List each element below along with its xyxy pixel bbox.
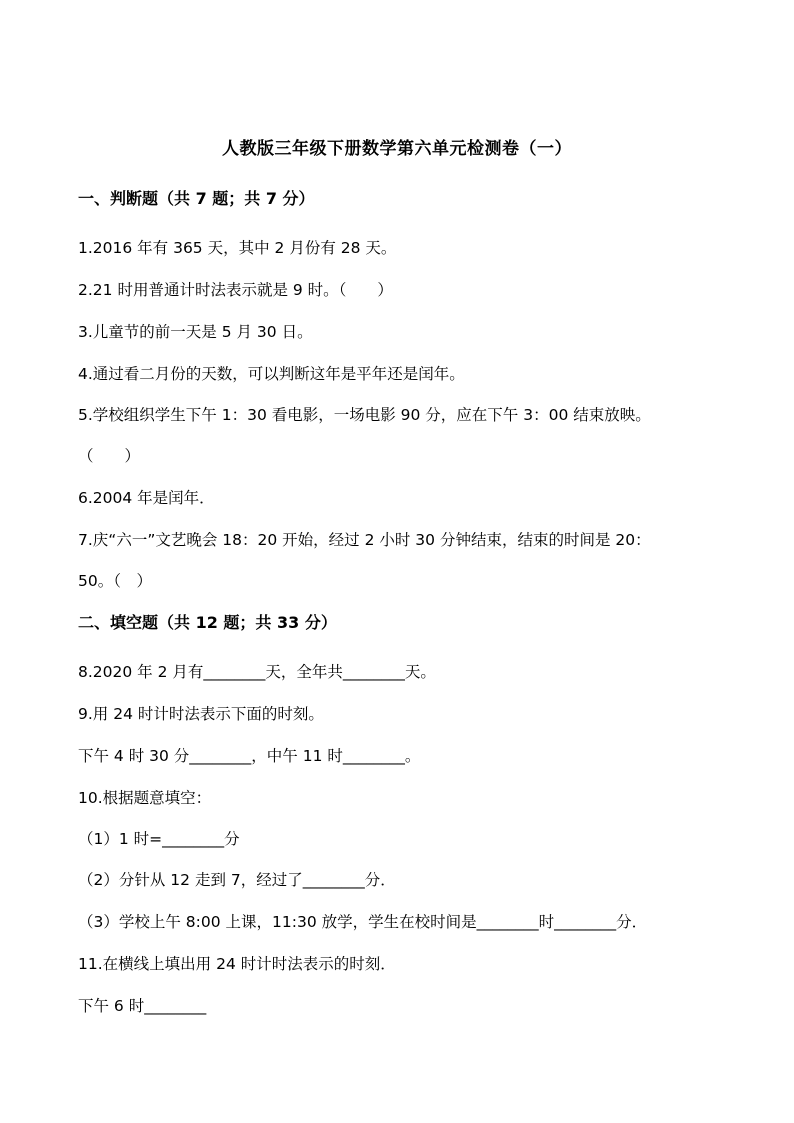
- question-6: 6.2004 年是闰年．: [78, 489, 215, 507]
- question-11: 11.在横线上填出用 24 时计时法表示的时刻．: [78, 955, 396, 973]
- question-10-part-3: （3）学校上午 8:00 上课，11:30 放学，学生在校时间是________时________分．: [78, 913, 648, 931]
- question-10-part-1: （1）1 时=________分: [78, 830, 240, 848]
- question-10-part-2: （2）分针从 12 走到 7，经过了________分．: [78, 871, 396, 889]
- page-title: 人教版三年级下册数学第六单元检测卷（一）: [222, 139, 572, 159]
- question-8: 8.2020 年 2 月有________天，全年共________天。: [78, 663, 436, 681]
- question-3: 3.儿童节的前一天是 5 月 30 日。: [78, 323, 313, 341]
- question-9: 9.用 24 时计时法表示下面的时刻。: [78, 705, 324, 723]
- question-4: 4.通过看二月份的天数，可以判断这年是平年还是闰年。: [78, 365, 465, 383]
- question-7: 7.庆“六一”文艺晚会 18：20 开始，经过 2 小时 30 分钟结束，结束的时间是 20：: [78, 531, 651, 549]
- question-10: 10.根据题意填空：: [78, 789, 212, 807]
- question-9-items: 下午 4 时 30 分________，中午 11 时________。: [78, 747, 421, 765]
- question-5: 5.学校组织学生下午 1：30 看电影，一场电影 90 分，应在下午 3：00 结束放映。: [78, 406, 651, 424]
- question-2: 2.21 时用普通计时法表示就是 9 时。（ ）: [78, 281, 393, 299]
- question-5-continued: （ ）: [78, 447, 141, 465]
- section-heading-judgment: 一、判断题（共 7 题；共 7 分）: [78, 189, 315, 208]
- question-1: 1.2016 年有 365 天，其中 2 月份有 28 天。: [78, 239, 397, 257]
- question-11-item: 下午 6 时________: [78, 997, 207, 1015]
- question-7-continued: 50。（ ）: [78, 572, 152, 590]
- section-heading-fill-in: 二、填空题（共 12 题；共 33 分）: [78, 613, 337, 632]
